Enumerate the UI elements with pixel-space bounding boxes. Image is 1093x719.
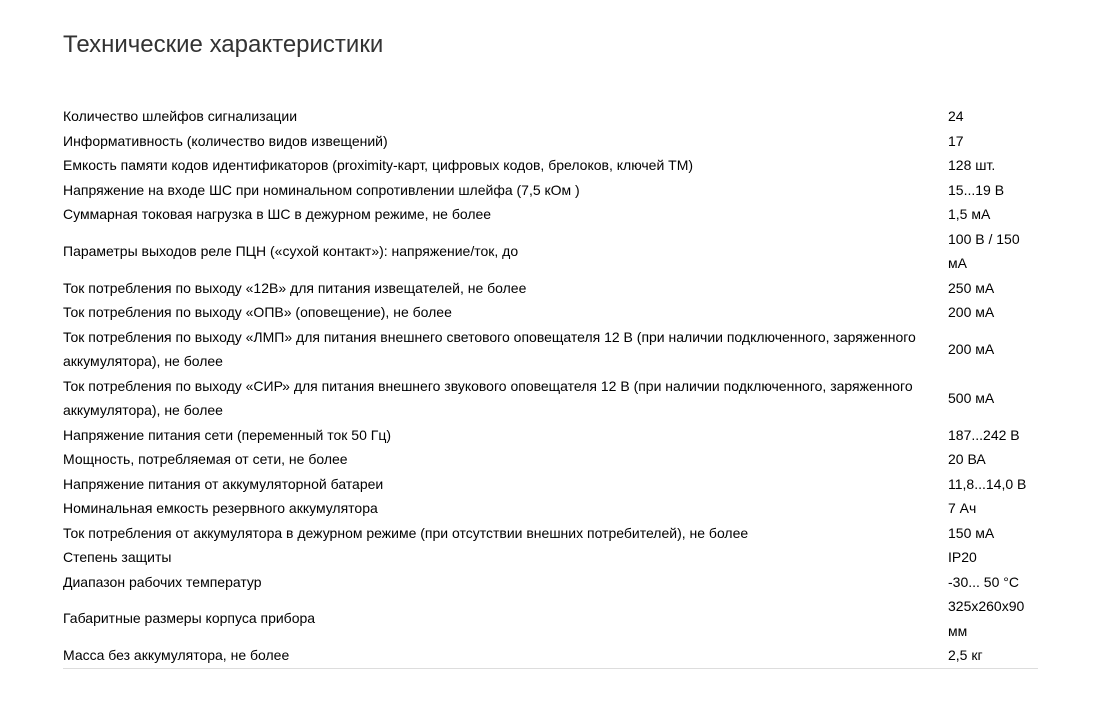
spec-label: Параметры выходов реле ПЦН («сухой контакт»): напряжение/ток, до <box>63 242 519 259</box>
spec-value: 325x260x90 мм <box>948 598 1025 639</box>
spec-value: IP20 <box>948 549 977 565</box>
spec-row <box>63 325 1038 374</box>
spec-row <box>63 129 1038 154</box>
spec-label: Количество шлейфов сигнализации <box>63 108 298 124</box>
spec-value: 250 мА <box>948 279 995 296</box>
spec-row <box>63 521 1038 546</box>
spec-value: 20 ВА <box>948 451 986 467</box>
spec-value: 200 мА <box>948 340 995 357</box>
spec-label: Ток потребления по выходу «ОПВ» (оповещение), не более <box>63 304 452 320</box>
spec-label: Степень защиты <box>63 549 172 565</box>
spec-label: Суммарная токовая нагрузка в ШС в дежурном режиме, не более <box>63 206 492 222</box>
spec-value: 100 В / 150 мА <box>948 230 1020 271</box>
specs-table-body <box>63 104 1038 668</box>
tech-specs-section <box>0 30 1093 669</box>
spec-label: Диапазон рабочих температур <box>63 573 262 590</box>
spec-value: 11,8...14,0 В <box>948 475 1027 492</box>
spec-row <box>63 276 1038 301</box>
spec-label: Напряжение питания сети (переменный ток 50 Гц) <box>63 426 392 443</box>
spec-value: 128 шт. <box>948 157 996 173</box>
spec-value: 1,5 мА <box>948 206 991 222</box>
spec-label: Масса без аккумулятора, не более <box>63 647 290 663</box>
spec-value: 15...19 В <box>948 181 1005 198</box>
spec-label: Ток потребления от аккумулятора в дежурном режиме (при отсутствии внешних потребителей), не более <box>63 524 749 541</box>
spec-value: 2,5 кг <box>948 647 983 663</box>
spec-value: 150 мА <box>948 524 995 541</box>
spec-row <box>63 104 1038 129</box>
spec-row <box>63 374 1038 423</box>
spec-label: Ток потребления по выходу «12В» для питания извещателей, не более <box>63 279 527 296</box>
spec-row <box>63 300 1038 325</box>
spec-value: 500 мА <box>948 389 995 406</box>
section-title: Технические характеристики <box>63 31 384 58</box>
spec-label: Ток потребления по выходу «ЛМП» для питания внешнего светового оповещателя 12 В (при наличии подключенного, заряженного аккумулятора), не более <box>63 328 916 369</box>
spec-label: Габаритные размеры корпуса прибора <box>63 610 316 627</box>
spec-label: Мощность, потребляемая от сети, не более <box>63 451 348 467</box>
spec-label: Ток потребления по выходу «СИР» для питания внешнего звукового оповещателя 12 В (при наличии подключенного, заряженного аккумулятора), не более <box>63 377 913 418</box>
spec-label: Информативность (количество видов извещений) <box>63 132 388 149</box>
spec-row <box>63 472 1038 497</box>
spec-row <box>63 570 1038 595</box>
spec-row <box>63 545 1038 570</box>
spec-value: 17 <box>948 132 964 149</box>
spec-value: 187...242 В <box>948 426 1020 443</box>
specs-table <box>63 104 1038 669</box>
spec-row <box>63 423 1038 448</box>
spec-label: Емкость памяти кодов идентификаторов (proximity-карт, цифровых кодов, брелоков, ключей ТМ) <box>63 157 694 173</box>
spec-label: Номинальная емкость резервного аккумулятора <box>63 500 378 516</box>
spec-value: 200 мА <box>948 304 995 320</box>
spec-row <box>63 178 1038 203</box>
spec-value: -30... 50 °С <box>948 573 1019 590</box>
spec-row <box>63 594 1038 643</box>
spec-row <box>63 227 1038 276</box>
spec-row <box>63 153 1038 178</box>
spec-row <box>63 496 1038 521</box>
spec-row <box>63 643 1038 668</box>
spec-row <box>63 202 1038 227</box>
spec-value: 24 <box>948 108 964 124</box>
spec-label: Напряжение на входе ШС при номинальном сопротивлении шлейфа (7,5 кОм ) <box>63 181 580 198</box>
spec-value: 7 Ач <box>948 500 977 516</box>
spec-row <box>63 447 1038 472</box>
spec-label: Напряжение питания от аккумуляторной батареи <box>63 475 384 492</box>
